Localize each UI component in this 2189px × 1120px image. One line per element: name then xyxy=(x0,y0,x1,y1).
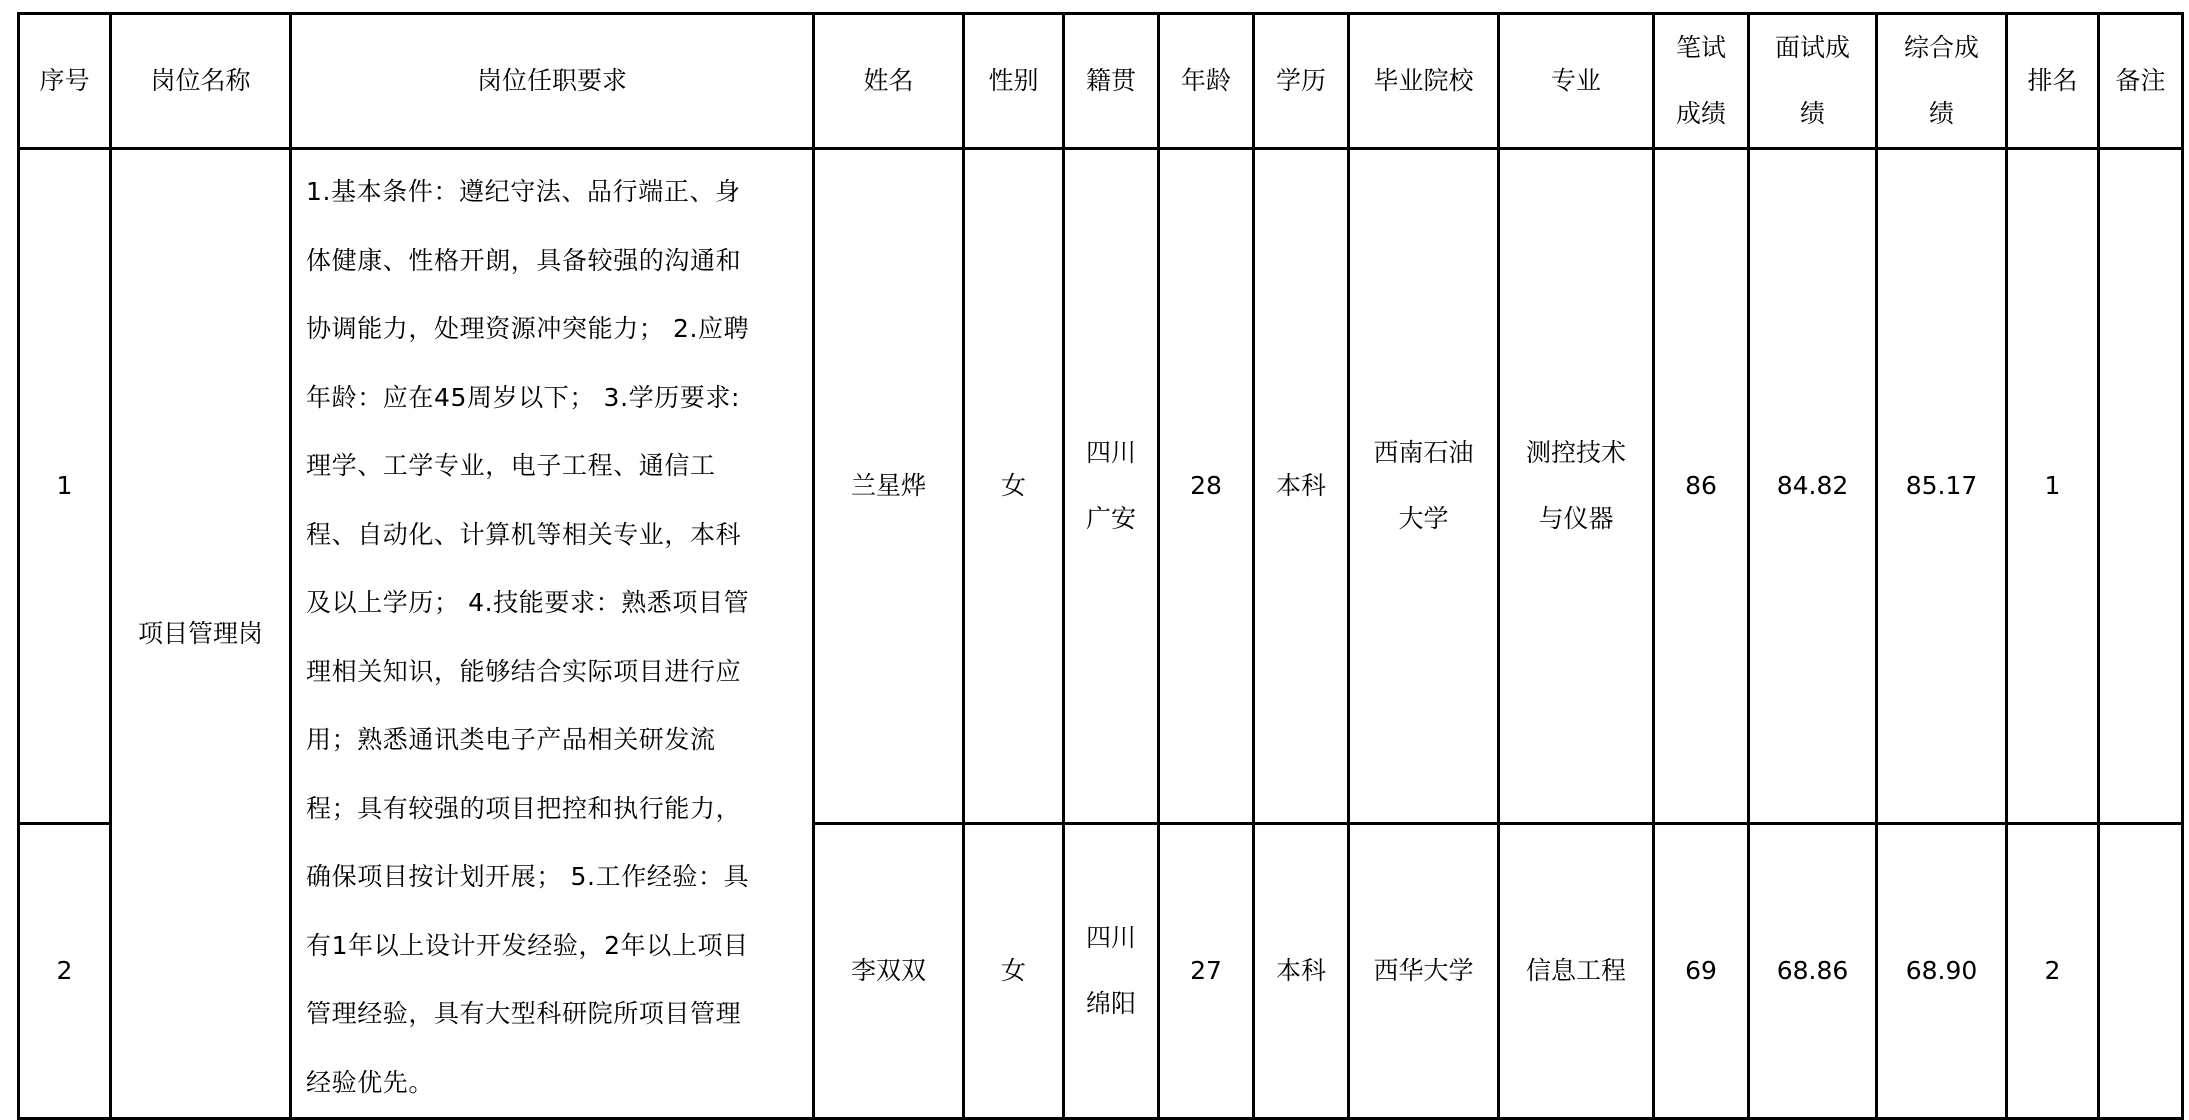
recruitment-results-table xyxy=(17,12,2184,1120)
header-seq: 序号 xyxy=(19,14,111,149)
header-name: 姓名 xyxy=(814,14,964,149)
major-line-2: 与仪器 xyxy=(1538,504,1614,534)
requirements-line: 1.基本条件：遵纪守法、品行端正、身 xyxy=(306,177,741,206)
cell-remark xyxy=(2099,149,2183,824)
requirements-line: 及以上学历； 4.技能要求：熟悉项目管 xyxy=(306,588,750,617)
cell-requirements xyxy=(291,149,814,1119)
cell-written-score: 86 xyxy=(1654,149,1749,824)
header-school: 毕业院校 xyxy=(1349,14,1499,149)
cell-seq: 1 xyxy=(19,149,111,824)
cell-native xyxy=(1064,824,1159,1119)
header-total-score xyxy=(1877,14,2007,149)
cell-education: 本科 xyxy=(1254,824,1349,1119)
cell-major xyxy=(1499,149,1654,824)
header-written-score xyxy=(1654,14,1749,149)
header-interview-score xyxy=(1749,14,1877,149)
header-gender: 性别 xyxy=(964,14,1064,149)
header-total-line-1: 综合成 xyxy=(1903,33,1979,62)
table-row xyxy=(19,149,2183,824)
requirements-line: 管理经验，具有大型科研院所项目管理 xyxy=(306,999,742,1028)
requirements-line: 理学、工学专业，电子工程、通信工 xyxy=(306,451,716,480)
school-line-2: 大学 xyxy=(1398,504,1449,534)
header-age: 年龄 xyxy=(1159,14,1254,149)
cell-seq: 2 xyxy=(19,824,111,1119)
native-city: 广安 xyxy=(1085,504,1136,534)
cell-rank: 2 xyxy=(2007,824,2099,1119)
cell-name: 兰星烨 xyxy=(814,149,964,824)
cell-native xyxy=(1064,149,1159,824)
cell-age: 27 xyxy=(1159,824,1254,1119)
cell-rank: 1 xyxy=(2007,149,2099,824)
cell-written-score: 69 xyxy=(1654,824,1749,1119)
header-row xyxy=(19,14,2183,149)
cell-position-name: 项目管理岗 xyxy=(111,149,291,1119)
requirements-line: 确保项目按计划开展； 5.工作经验：具 xyxy=(306,862,750,891)
cell-major: 信息工程 xyxy=(1499,824,1654,1119)
cell-total-score: 85.17 xyxy=(1877,149,2007,824)
requirements-line: 有1年以上设计开发经验，2年以上项目 xyxy=(306,930,749,960)
header-interview-line-2: 绩 xyxy=(1799,99,1825,128)
requirements-line: 经验优先。 xyxy=(306,1067,435,1097)
native-city: 绵阳 xyxy=(1085,989,1136,1019)
requirements-line: 程、自动化、计算机等相关专业，本科 xyxy=(306,519,742,549)
header-remark: 备注 xyxy=(2099,14,2183,149)
requirements-line: 程；具有较强的项目把控和执行能力， xyxy=(306,793,742,823)
requirements-line: 年龄：应在45周岁以下； 3.学历要求: xyxy=(306,382,741,412)
cell-remark xyxy=(2099,824,2183,1119)
native-province: 四川 xyxy=(1085,438,1136,468)
header-education: 学历 xyxy=(1254,14,1349,149)
cell-age: 28 xyxy=(1159,149,1254,824)
cell-school: 西华大学 xyxy=(1349,824,1499,1119)
header-written-line-2: 成绩 xyxy=(1675,99,1726,128)
major-line-1: 测控技术 xyxy=(1525,438,1626,468)
header-requirements: 岗位任职要求 xyxy=(291,14,814,149)
header-interview-line-1: 面试成 xyxy=(1774,33,1850,62)
header-rank: 排名 xyxy=(2007,14,2099,149)
cell-gender: 女 xyxy=(964,149,1064,824)
cell-interview-score: 68.86 xyxy=(1749,824,1877,1119)
header-total-line-2: 绩 xyxy=(1928,99,1954,128)
header-major: 专业 xyxy=(1499,14,1654,149)
cell-education: 本科 xyxy=(1254,149,1349,824)
requirements-line: 体健康、性格开朗，具备较强的沟通和 xyxy=(306,245,742,275)
school-line-1: 西南石油 xyxy=(1373,438,1474,468)
cell-gender: 女 xyxy=(964,824,1064,1119)
native-province: 四川 xyxy=(1085,923,1136,953)
header-written-line-1: 笔试 xyxy=(1675,33,1726,62)
header-position: 岗位名称 xyxy=(111,14,291,149)
cell-name: 李双双 xyxy=(814,824,964,1119)
requirements-line: 理相关知识，能够结合实际项目进行应 xyxy=(306,656,742,686)
requirements-line: 用；熟悉通讯类电子产品相关研发流 xyxy=(306,725,716,754)
cell-school xyxy=(1349,149,1499,824)
requirements-line: 协调能力，处理资源冲突能力； 2.应聘 xyxy=(306,314,750,343)
cell-interview-score: 84.82 xyxy=(1749,149,1877,824)
header-native: 籍贯 xyxy=(1064,14,1159,149)
cell-total-score: 68.90 xyxy=(1877,824,2007,1119)
